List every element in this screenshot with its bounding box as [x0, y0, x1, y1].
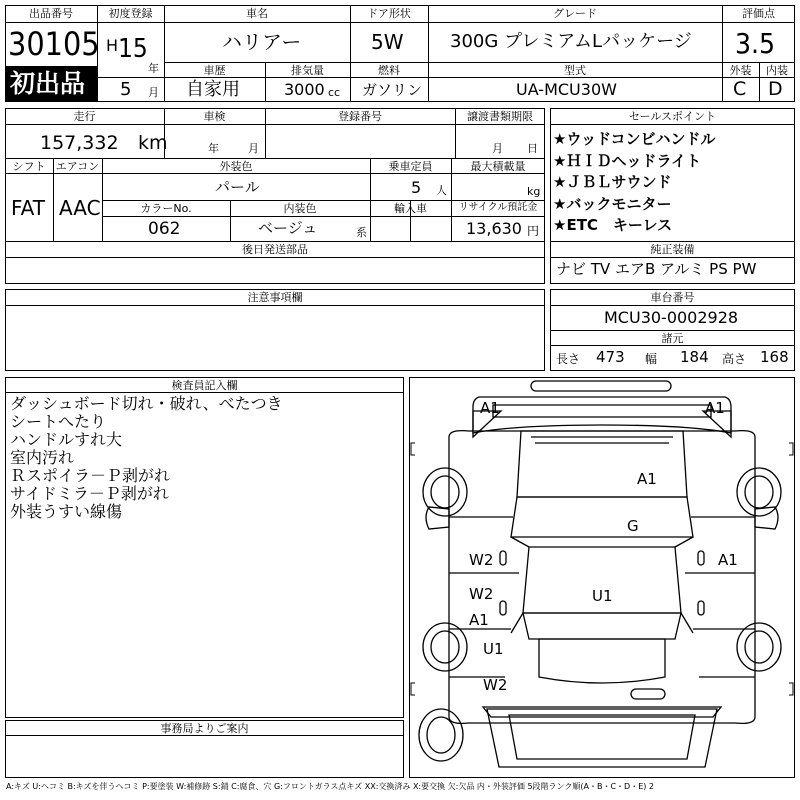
- chassis-number-label: 車台番号: [650, 291, 695, 304]
- chassis-number: MCU30-0002928: [604, 308, 739, 327]
- registration-year: 15: [118, 34, 148, 64]
- genuine-equipment-label: 純正装備: [650, 243, 695, 256]
- exterior-color: パール: [215, 178, 260, 196]
- sales-point: ★ＪＢＬサウンド: [553, 173, 672, 191]
- sales-points-list: [553, 129, 716, 237]
- aircon: AAC: [59, 196, 101, 220]
- legend: A:キズ U:ヘコミ B:キズを伴うヘコミ P:要塗装 W:補修跡 S:錆 C:腐食、穴 G:フロントガラス点キズ XX:交換済み X:要交換 欠:欠品 内・外装評価 5段階ランク順(A・B・C・D・E) 2: [6, 782, 655, 791]
- interior-grade: D: [768, 78, 783, 100]
- model: UA-MCU30W: [516, 80, 617, 99]
- exterior-grade-label: 外装: [729, 64, 752, 77]
- transfer-deadline-label: 譲渡書類期限: [467, 110, 533, 123]
- color-number-label: カラーNo.: [140, 202, 192, 215]
- inspection-month-unit: 月: [248, 142, 259, 155]
- damage-mark: W2: [469, 585, 494, 603]
- office-notice-label: 事務局よりご案内: [160, 722, 249, 735]
- lot-number: 30105: [8, 25, 100, 63]
- era: H: [106, 36, 119, 55]
- inspector-notes-label: 検査員記入欄: [171, 379, 238, 392]
- inspector-note: 室内汚れ: [10, 448, 75, 467]
- import-label: 輸入車: [394, 202, 427, 215]
- damage-mark: A1: [480, 399, 500, 417]
- transfer-month-unit: 月: [492, 142, 503, 155]
- sales-point: ★ＨＩＤヘッドライト: [553, 151, 701, 170]
- shift: FAT: [11, 196, 46, 220]
- history: 自家用: [186, 79, 240, 100]
- max-load-label: 最大積載量: [470, 160, 526, 173]
- aircon-label: エアコン: [55, 160, 100, 173]
- fuel-label: 燃料: [378, 64, 400, 77]
- seats-label: 乗車定員: [388, 160, 433, 173]
- width: 184: [680, 348, 709, 366]
- registration-month: 5: [120, 79, 132, 100]
- interior-grade-label: 内装: [766, 64, 788, 77]
- later-shipping-parts-label: 後日発送部品: [242, 243, 308, 256]
- inspection-year-unit: 年: [208, 142, 219, 155]
- inspector-note: Ｒスポイラ－Ｐ剥がれ: [10, 466, 171, 485]
- height: 168: [760, 348, 789, 366]
- damage-mark: W2: [483, 676, 508, 694]
- inspector-note: ハンドルすれ大: [10, 430, 123, 449]
- inspector-notes-list: [10, 395, 283, 521]
- width-label: 幅: [645, 352, 658, 366]
- sales-point: ★バックモニター: [553, 194, 672, 213]
- model-label: 型式: [564, 64, 586, 77]
- max-load-unit: kg: [527, 185, 541, 198]
- sales-points-label: セールスポイント: [628, 110, 716, 123]
- damage-mark: U1: [592, 587, 613, 605]
- recycle-deposit-label: リサイクル預託金: [458, 202, 538, 213]
- door-type: 5W: [371, 30, 404, 54]
- recycle-unit: 円: [527, 224, 540, 238]
- damage-mark: A1: [469, 611, 489, 629]
- inspector-note: サイドミラ－Ｐ剥がれ: [10, 484, 169, 503]
- inspection-label: 車検: [203, 110, 226, 123]
- first-listing-label: 初出品: [10, 69, 86, 98]
- registration-number-label: 登録番号: [338, 110, 382, 123]
- notes-label: 注意事項欄: [247, 291, 303, 304]
- year-unit: 年: [148, 62, 159, 75]
- specs-label: 諸元: [661, 332, 684, 345]
- height-label: 高さ: [722, 352, 747, 366]
- grade: 300G プレミアムLパッケージ: [450, 31, 692, 52]
- damage-mark: A1: [705, 399, 725, 417]
- genuine-equipment: ナビ TV エアB アルミ PS PW: [556, 260, 757, 278]
- recycle-deposit: 13,630: [466, 219, 522, 238]
- mileage-label: 走行: [73, 110, 96, 123]
- score-label: 評価点: [742, 7, 775, 20]
- mileage: 157,332: [40, 132, 119, 154]
- displacement-label: 排気量: [291, 64, 324, 77]
- inspector-note: 外装うすい線傷: [10, 502, 123, 521]
- score: 3.5: [735, 27, 776, 60]
- sales-point: ★ETC キーレス: [553, 216, 673, 234]
- damage-mark: U1: [483, 640, 504, 658]
- exterior-color-label: 外装色: [219, 160, 253, 173]
- first-registration-label: 初度登録: [108, 7, 153, 20]
- transfer-day-unit: 日: [527, 142, 538, 155]
- displacement: 3000: [284, 80, 325, 99]
- interior-color-suffix: 系: [356, 226, 367, 239]
- car-diagram: [409, 377, 795, 778]
- grade-label: グレード: [553, 7, 597, 20]
- cc-unit: cc: [328, 86, 341, 99]
- interior-color-label: 内装色: [283, 202, 317, 215]
- inspector-note: ダッシュボード切れ・破れ、べたつき: [10, 394, 283, 413]
- damage-mark: A1: [637, 470, 657, 488]
- seats: 5: [411, 178, 422, 197]
- sales-point: ★ウッドコンビハンドル: [553, 130, 716, 148]
- month-unit: 月: [148, 86, 159, 99]
- length-label: 長さ: [556, 352, 581, 366]
- exterior-grade: C: [733, 78, 747, 100]
- length: 473: [596, 348, 625, 366]
- seats-unit: 人: [436, 184, 447, 197]
- inspector-note: シートへたり: [10, 412, 107, 431]
- lot-number-label: 出品番号: [29, 7, 73, 20]
- damage-mark: W2: [469, 551, 494, 569]
- car-name: ハリアー: [222, 30, 302, 54]
- history-label: 車歴: [203, 64, 226, 77]
- damage-mark: A1: [718, 551, 738, 569]
- damage-mark: G: [627, 517, 639, 535]
- door-label: ドア形状: [367, 7, 411, 20]
- color-number: 062: [148, 219, 181, 239]
- mileage-unit: km: [138, 132, 168, 154]
- interior-color: ベージュ: [258, 219, 318, 237]
- shift-label: シフト: [12, 160, 46, 173]
- car-name-label: 車名: [246, 7, 268, 20]
- fuel: ガソリン: [362, 81, 423, 99]
